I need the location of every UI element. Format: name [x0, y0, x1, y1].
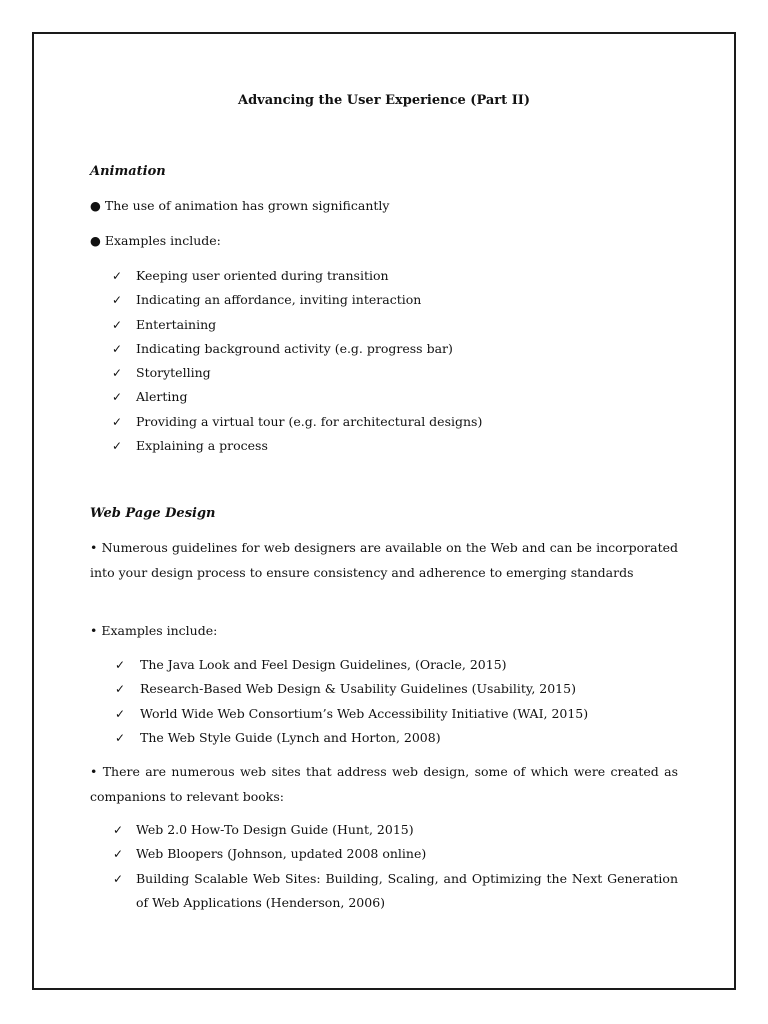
check-icon: ✓ — [112, 414, 123, 429]
animation-bullet-examples: ● Examples include: — [90, 233, 221, 248]
list-item: ✓ The Web Style Guide (Lynch and Horton, 2008) — [115, 726, 695, 750]
list-item: ✓ Web Bloopers (Johnson, updated 2008 online) — [113, 842, 678, 866]
guidelines-list — [115, 653, 695, 750]
animation-examples-list — [112, 264, 692, 458]
web-design-examples-label: • Examples include: — [90, 623, 218, 638]
check-icon: ✓ — [112, 439, 123, 454]
web-design-heading: Web Page Design — [90, 506, 216, 521]
check-icon: ✓ — [112, 269, 123, 283]
animation-heading: Animation — [90, 164, 166, 179]
document-title: Advancing the User Experience (Part II) — [237, 93, 531, 108]
list-item: ✓ Explaining a process — [112, 434, 692, 458]
list-item: ✓ Keeping user oriented during transition — [112, 264, 692, 288]
check-icon: ✓ — [113, 847, 124, 862]
list-item: ✓ Web 2.0 How-To Design Guide (Hunt, 2015) — [113, 818, 678, 842]
animation-bullet-growth: ● The use of animation has grown significantly — [90, 198, 390, 213]
check-icon: ✓ — [112, 293, 123, 308]
list-item: ✓ Indicating an affordance, inviting interaction — [112, 288, 692, 312]
list-item: ✓ Research-Based Web Design & Usability Guidelines (Usability, 2015) — [115, 677, 695, 701]
list-item: ✓ Building Scalable Web Sites: Building, Scaling, and Optimizing the Next Generation of Web Applications (Henderson, 2006) — [113, 867, 678, 916]
list-item: ✓ Alerting — [112, 385, 692, 409]
web-design-intro: • Numerous guidelines for web designers are available on the Web and can be incorporated into your design process to ensure consistency and adherence to emerging standards — [90, 540, 678, 580]
check-icon: ✓ — [113, 823, 124, 837]
check-icon: ✓ — [115, 706, 126, 721]
list-item: ✓ Entertaining — [112, 313, 692, 337]
check-icon: ✓ — [113, 871, 124, 886]
check-icon: ✓ — [112, 341, 123, 356]
check-icon: ✓ — [115, 682, 126, 697]
check-icon: ✓ — [112, 317, 123, 332]
list-item: ✓ World Wide Web Consortium’s Web Accessibility Initiative (WAI, 2015) — [115, 702, 695, 726]
list-item: ✓ Providing a virtual tour (e.g. for architectural designs) — [112, 410, 692, 434]
list-item: ✓ Storytelling — [112, 361, 692, 385]
check-icon: ✓ — [112, 390, 123, 405]
list-item: ✓ The Java Look and Feel Design Guidelines, (Oracle, 2015) — [115, 653, 695, 677]
list-item: ✓ Indicating background activity (e.g. progress bar) — [112, 337, 692, 361]
web-sites-list — [113, 818, 678, 915]
check-icon: ✓ — [112, 366, 123, 381]
web-sites-intro: • There are numerous web sites that address web design, some of which were created as companions to relevant books: — [90, 764, 678, 804]
check-icon: ✓ — [115, 730, 126, 745]
check-icon: ✓ — [115, 658, 126, 672]
